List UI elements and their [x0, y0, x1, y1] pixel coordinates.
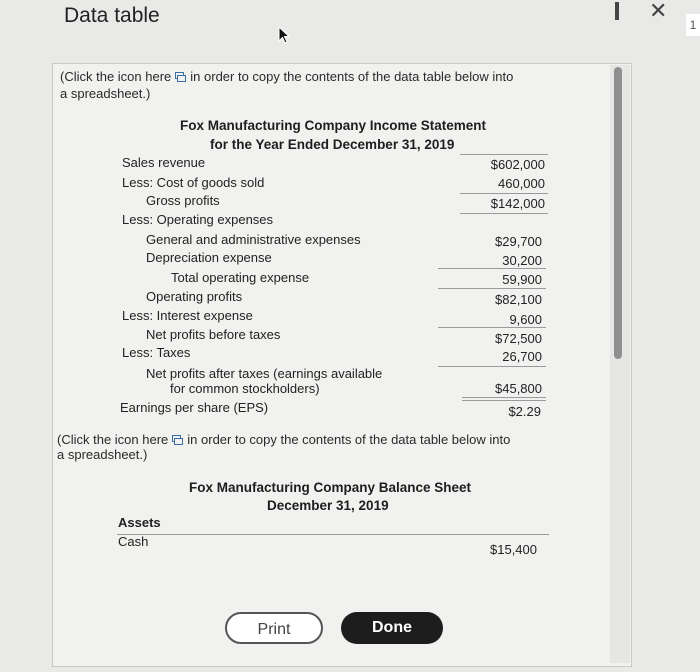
- minimize-icon[interactable]: [615, 2, 619, 20]
- row-value-gen-admin: $29,700: [495, 234, 542, 249]
- copy-instruction-text-end: in order to copy the contents of the data table below into: [187, 432, 511, 447]
- scrollbar-thumb[interactable]: [614, 67, 622, 359]
- row-value-net-after-taxes: $45,800: [495, 381, 542, 396]
- row-label-operating-profits: Operating profits: [146, 289, 243, 304]
- balance-sheet-title: Fox Manufacturing Company Balance Sheet: [189, 480, 472, 495]
- row-label-net-before-taxes: Net profits before taxes: [146, 327, 281, 342]
- row-label-taxes: Less: Taxes: [122, 345, 191, 360]
- print-button[interactable]: Print: [225, 612, 323, 644]
- copy-instruction-text-end: in order to copy the contents of the data table below into: [190, 69, 514, 84]
- rule-net-after-taxes-2: [462, 400, 546, 401]
- rule-depreciation: [438, 268, 546, 269]
- row-label-total-opex: Total operating expense: [171, 270, 310, 285]
- mouse-cursor-icon: [278, 26, 292, 44]
- row-label-eps: Earnings per share (EPS): [120, 400, 269, 415]
- row-label-net-after-taxes: Net profits after taxes (earnings available: [146, 366, 383, 381]
- close-icon[interactable]: ✕: [649, 0, 668, 23]
- copy-to-spreadsheet-icon[interactable]: [172, 432, 183, 442]
- rule-gross: [460, 213, 548, 214]
- row-value-total-opex: 59,900: [502, 272, 542, 287]
- row-value-interest-expense: 9,600: [509, 312, 542, 327]
- row-value-eps: $2.29: [508, 404, 541, 419]
- copy-instruction-2-line2: a spreadsheet.): [57, 447, 148, 462]
- row-value-net-before-taxes: $72,500: [495, 331, 542, 346]
- rule-header: [460, 154, 548, 155]
- rule-total-opex: [438, 288, 546, 289]
- row-value-cogs: 460,000: [498, 176, 545, 191]
- row-label-common-stockholders: for common stockholders): [170, 381, 320, 396]
- copy-instruction-1: [60, 68, 513, 85]
- row-label-depreciation: Depreciation expense: [146, 250, 272, 265]
- balance-sheet-subtitle: December 31, 2019: [267, 498, 389, 513]
- dialog-title: Data table: [64, 4, 160, 27]
- copy-instruction-text: (Click the icon here: [60, 69, 172, 84]
- copy-instruction-text: (Click the icon here: [57, 432, 169, 447]
- row-label-operating-expenses: Less: Operating expenses: [122, 212, 274, 227]
- row-value-depreciation: 30,200: [502, 253, 542, 268]
- income-statement-subtitle: for the Year Ended December 31, 2019: [210, 137, 455, 152]
- row-label-cogs: Less: Cost of goods sold: [122, 175, 265, 190]
- assets-heading: Assets: [118, 515, 161, 530]
- copy-instruction-1-line2: a spreadsheet.): [60, 86, 151, 101]
- row-value-operating-profits: $82,100: [495, 292, 542, 307]
- row-label-sales-revenue: Sales revenue: [122, 155, 206, 170]
- rule-net-after-taxes-1: [462, 397, 546, 398]
- row-value-sales-revenue: $602,000: [490, 157, 545, 172]
- done-button[interactable]: Done: [341, 612, 443, 644]
- row-label-interest-expense: Less: Interest expense: [122, 308, 253, 323]
- row-label-gross-profits: Gross profits: [146, 193, 220, 208]
- rule-assets: [117, 534, 549, 535]
- row-label-gen-admin: General and administrative expenses: [146, 232, 361, 247]
- edge-number: 1: [686, 14, 700, 36]
- row-value-gross-profits: $142,000: [490, 196, 545, 211]
- row-value-cash: $15,400: [490, 542, 537, 557]
- row-label-cash: Cash: [118, 534, 149, 549]
- income-statement-title: Fox Manufacturing Company Income Statement: [180, 118, 487, 133]
- row-value-taxes: 26,700: [502, 349, 542, 364]
- rule-taxes: [438, 366, 546, 367]
- rule-interest: [438, 327, 546, 328]
- copy-to-spreadsheet-icon[interactable]: [175, 69, 186, 79]
- rule-cogs: [460, 193, 548, 194]
